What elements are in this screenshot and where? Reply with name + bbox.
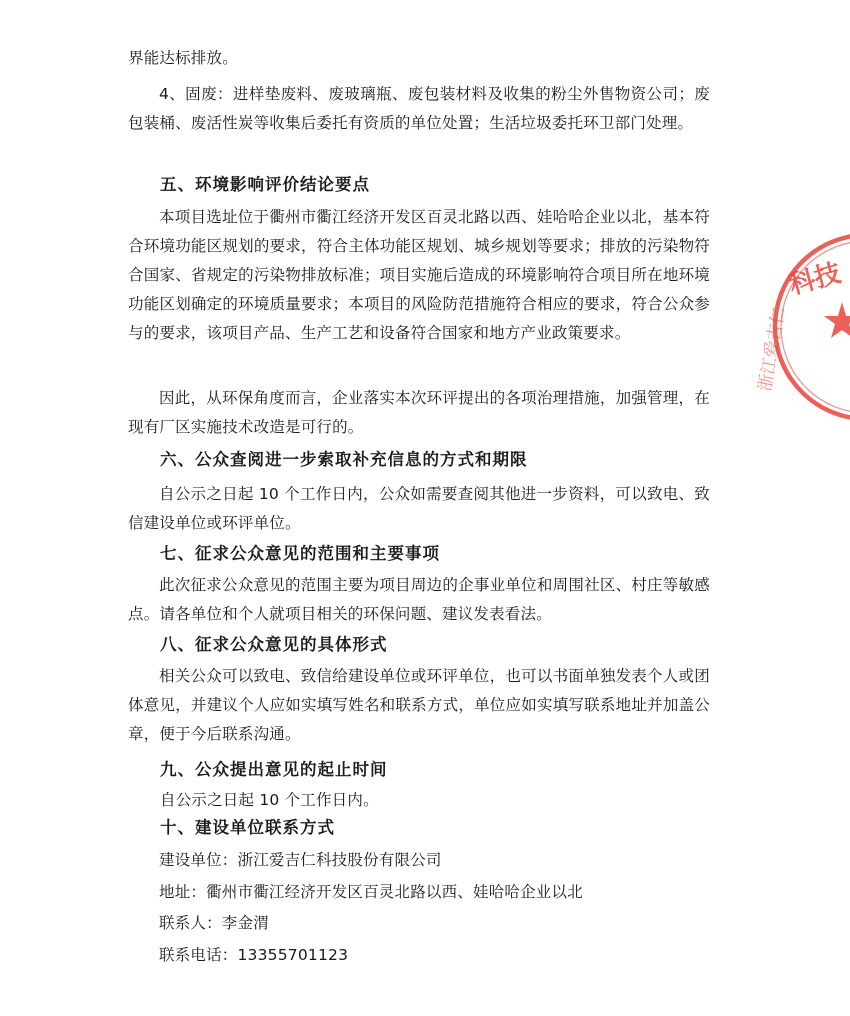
- company-seal: [755, 232, 850, 432]
- section-8-paragraph: 相关公众可以致电、致信给建设单位或环评单位，也可以书面单独发表个人或团体意见，并建议个人应如实填写姓名和联系方式，单位应如实填写联系地址并加盖公章，便于今后联系沟通。: [128, 667, 710, 743]
- section-10-heading: 十、建设单位联系方式: [160, 818, 335, 837]
- contact-person: 联系人：李金渭: [159, 914, 269, 932]
- section-5-heading: 五、环境影响评价结论要点: [160, 175, 370, 194]
- section-9-heading: 九、公众提出意见的起止时间: [160, 760, 388, 779]
- contact-phone: 联系电话：13355701123: [159, 946, 349, 964]
- section-8-heading: 八、征求公众意见的具体形式: [160, 635, 388, 654]
- item-4-solid-waste: 4、固废：进样垫废料、废玻璃瓶、废包装材料及收集的粉尘外售物资公司；废包装桶、废活性炭等收集后委托有资质的单位处置；生活垃圾委托环卫部门处理。: [128, 85, 710, 132]
- construction-unit: 建设单位：浙江爱吉仁科技股份有限公司: [159, 851, 442, 869]
- fragment-line: 界能达标排放。: [128, 49, 238, 67]
- section-5-paragraph-2: 因此，从环保角度而言，企业落实本次环评提出的各项治理措施，加强管理，在现有厂区实施技术改造是可行的。: [128, 389, 710, 436]
- section-7-heading: 七、征求公众意见的范围和主要事项: [160, 544, 440, 563]
- seal-text: 科技: [786, 258, 845, 301]
- section-6-heading: 六、公众查阅进一步索取补充信息的方式和期限: [160, 450, 528, 469]
- seal-partial-text: 浙江爱吉仁: [755, 305, 790, 393]
- address: 地址：衢州市衢江经济开发区百灵北路以西、娃哈哈企业以北: [159, 883, 583, 901]
- section-5-paragraph-1: 本项目选址位于衢州市衢江经济开发区百灵北路以西、娃哈哈企业以北，基本符合环境功能区规划的要求，符合主体功能区规划、城乡规划等要求；排放的污染物符合国家、省规定的污染物排放标准；项目实施后造成的环境影响符合项目所在地环境功能区划确定的环境质量要求；本项目的风险防范措施符合相应的要求，符合公众参与的要求，该项目产品、生产工艺和设备符合国家和地方产业政策要求。: [128, 208, 710, 342]
- section-9-paragraph: 自公示之日起 10 个工作日内。: [160, 791, 379, 809]
- section-6-paragraph: 自公示之日起 10 个工作日内，公众如需要查阅其他进一步资料，可以致电、致信建设单位或环评单位。: [128, 485, 710, 532]
- section-7-paragraph: 此次征求公众意见的范围主要为项目周边的企事业单位和周围社区、村庄等敏感点。请各单位和个人就项目相关的环保问题、建议发表看法。: [128, 576, 710, 623]
